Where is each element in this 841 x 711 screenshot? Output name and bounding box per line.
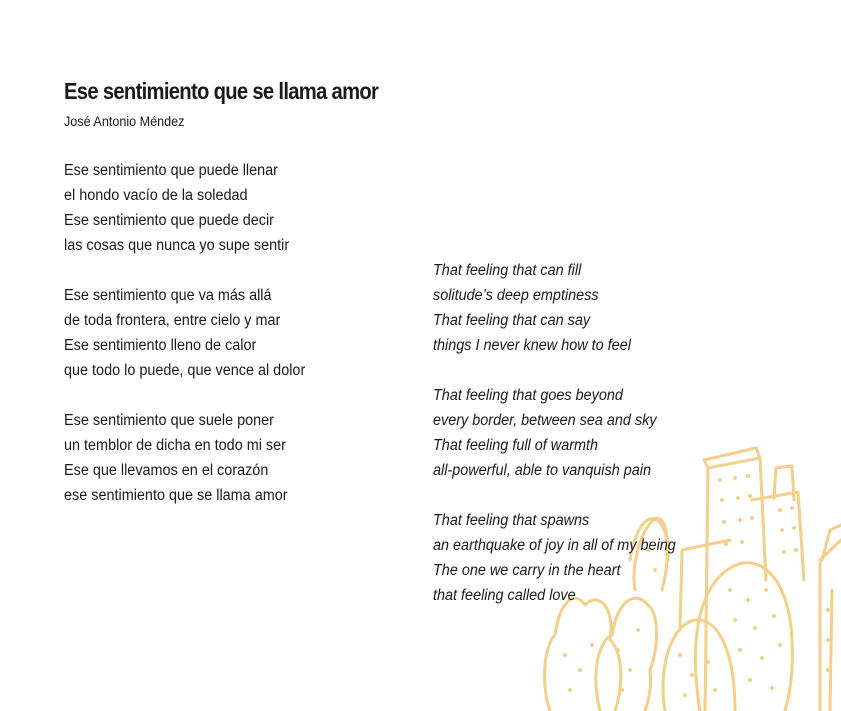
- stanza: [433, 508, 694, 608]
- english-translation: [433, 258, 694, 608]
- poem-line: solitude’s deep emptiness: [433, 287, 599, 304]
- poem-line: de toda frontera, entre cielo y mar: [64, 312, 281, 329]
- poem-line: That feeling that spawns: [433, 512, 590, 529]
- poem-line: an earthquake of joy in all of my being: [433, 537, 676, 554]
- poem-line: that feeling called love: [433, 587, 576, 604]
- stanza: [64, 408, 323, 508]
- poem-line: las cosas que nunca yo supe sentir: [64, 237, 290, 254]
- poem-line: Ese sentimiento que va más allá: [64, 287, 272, 304]
- poem-line: all-powerful, able to vanquish pain: [433, 462, 651, 479]
- stanza: [64, 158, 323, 258]
- poem-line: ese sentimiento que se llama amor: [64, 487, 288, 504]
- stanza: [433, 383, 694, 483]
- poem-line: things I never knew how to feel: [433, 337, 631, 354]
- poem-line: every border, between sea and sky: [433, 412, 657, 429]
- poem-line: Ese sentimiento que puede llenar: [64, 162, 278, 179]
- stanza: [64, 283, 323, 383]
- poem-line: Ese sentimiento lleno de calor: [64, 337, 257, 354]
- spanish-poem: [64, 158, 323, 508]
- poem-line: Ese que llevamos en el corazón: [64, 462, 269, 479]
- poem-line: That feeling that can say: [433, 312, 591, 329]
- stanza: [433, 258, 694, 358]
- poem-line: el hondo vacío de la soledad: [64, 187, 248, 204]
- poem-line: Ese sentimiento que puede decir: [64, 212, 274, 229]
- poem-line: That feeling that goes beyond: [433, 387, 623, 404]
- poem-line: Ese sentimiento que suele poner: [64, 412, 274, 429]
- poem-line: que todo lo puede, que vence al dolor: [64, 362, 306, 379]
- poem-author: José Antonio Méndez: [64, 113, 185, 129]
- poem-line: That feeling full of warmth: [433, 437, 599, 454]
- poem-line: That feeling that can fill: [433, 262, 582, 279]
- poem-title: Ese sentimiento que se llama amor: [64, 78, 379, 104]
- poem-line: un temblor de dicha en todo mi ser: [64, 437, 286, 454]
- poem-line: The one we carry in the heart: [433, 562, 621, 579]
